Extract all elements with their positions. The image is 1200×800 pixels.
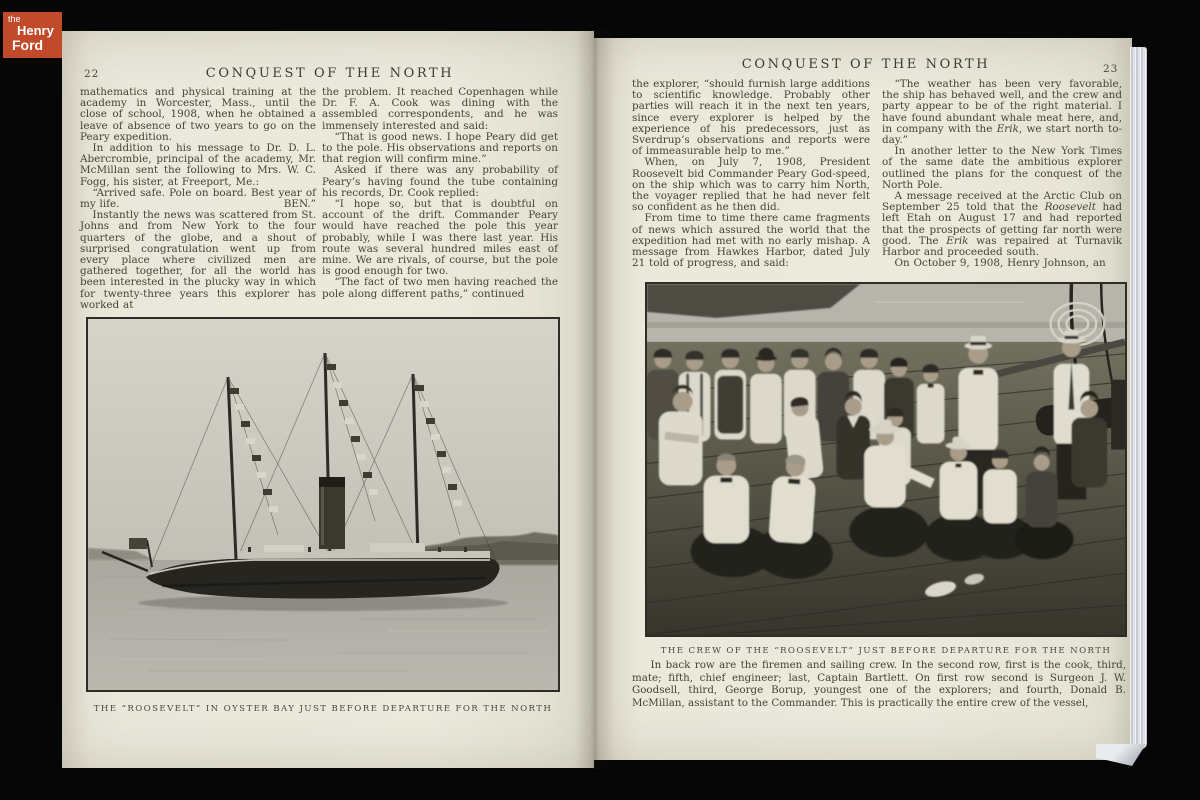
page-number-23: 23: [1103, 63, 1119, 75]
crew-roosevelt-photo: [645, 282, 1127, 637]
logo-the: the: [8, 14, 21, 24]
crew-photo-footnote: [632, 659, 1126, 709]
paragraph: A message received at the Arctic Club on September 25 told that the Roosevelt had left Etah on August 17 and had reported that the prospects of getting far north were good. The Erik was repaired at Turnavik Harbor and proceeded south.: [882, 190, 1123, 259]
crew-photo-caption: THE CREW OF THE “ROOSEVELT” JUST BEFORE DEPARTURE FOR THE NORTH: [660, 646, 1112, 656]
paragraph: “The fact of two men having reached the pole along different paths,” continued: [322, 276, 558, 300]
paragraph: “The weather has been very favorable, the ship has behaved well, and the crew and party appear to be of the right material. I have found abundant whale meat here, and, in company with the Erik, we start north to-day.”: [882, 78, 1122, 147]
left-column-1: [80, 87, 316, 311]
paragraph: Asked if there was any probability of Peary’s having found the tube containing his records, Dr. Cook replied:: [322, 164, 558, 199]
paragraph: In another letter to the New York Times of the same date the ambitious explorer outlined the plans for the conquest of the North Pole.: [882, 145, 1122, 191]
paragraph: the explorer, “should furnish large additions to scientific knowledge. Probably other parties will reach it in the next ten years, since every explorer is helped by the experience of his predecessors, just as Sverdrup’s observations and reports were of immeasurable help to me.”: [632, 78, 870, 158]
right-column-1: [632, 79, 870, 269]
paragraph: In back row are the firemen and sailing crew. In the second row, first is the cook, third, mate; fifth, chief engineer; last, Captain Bartlett. On first row second is Surgeon J. W. Goodsell, third, George Borup, youngest one of the explorers; and fourth, Donald B. McMillan, assistant to the Commander. This is practically the entire crew of the vessel,: [632, 659, 1126, 709]
paragraph: When, on July 7, 1908, President Roosevelt bid Commander Peary God-speed, on the ship which was to carry him North, the voyager replied that he had never felt so confident as he then did.: [632, 156, 870, 214]
running-head-left: CONQUEST OF THE NORTH: [205, 66, 455, 81]
running-head-right: CONQUEST OF THE NORTH: [741, 57, 991, 72]
paragraph: From time to time there came fragments of news which assured the world that the expedition had met with no early mishap. A message from Hawkes Harbor, dated July 21 told of progress, and said:: [632, 212, 870, 270]
telegram-signature: BEN.”: [283, 198, 316, 211]
telegram-message: [80, 188, 316, 210]
paragraph: “That is good news. I hope Peary did get to the pole. His observations and reports on that region will confirm mine.”: [322, 130, 558, 166]
crew-photo-illustration: [647, 284, 1125, 635]
telegram-body: “Arrived safe. Pole on board. Best year of my life.: [80, 186, 316, 211]
paragraph: “I hope so, but that is doubtful on account of the drift. Commander Peary would have reached the pole this year probably, while I was there last year. His route was several hundred miles east of mine. We are rivals, of course, but the pole is good enough for two.: [322, 198, 558, 278]
ship-roosevelt-photo: [86, 317, 560, 692]
page-edge-stack: [1130, 47, 1147, 749]
paragraph: Instantly the news was scattered from St. Johns and from New York to the four quarters of the globe, and a shout of surprised congratulation went up from every place where civilized men are gathered together, for all the world has been interested in the plucky way in which for twenty-three years this explorer has worked at: [80, 209, 316, 311]
page-number-22: 22: [84, 68, 100, 80]
paragraph: In addition to his message to Dr. D. L. Abercrombie, principal of the academy, Mr. McMillan sent the following to Mrs. W. C. Fogg, his sister, at Freeport, Me.:: [80, 142, 316, 188]
henry-ford-logo: [3, 12, 62, 58]
page-edge-corner: [1096, 744, 1146, 766]
paragraph: On October 9, 1908, Henry Johnson, an: [894, 257, 1106, 270]
logo-henry: Henry: [17, 23, 54, 38]
right-column-2: [882, 79, 1122, 269]
paragraph: mathematics and physical training at the academy in Worcester, Mass., until the close of school, 1908, when he obtained a leave of absence of two years to go on the Peary expedition.: [80, 86, 316, 143]
ship-photo-illustration: [88, 319, 558, 690]
ship-photo-caption: THE “ROOSEVELT” IN OYSTER BAY JUST BEFORE DEPARTURE FOR THE NORTH: [93, 704, 553, 714]
paragraph: the problem. It reached Copenhagen while Dr. F. A. Cook was dining with the assembled correspondents, and he was immensely interested and said:: [322, 86, 558, 132]
left-column-2: [322, 87, 558, 300]
logo-ford: Ford: [12, 37, 44, 53]
